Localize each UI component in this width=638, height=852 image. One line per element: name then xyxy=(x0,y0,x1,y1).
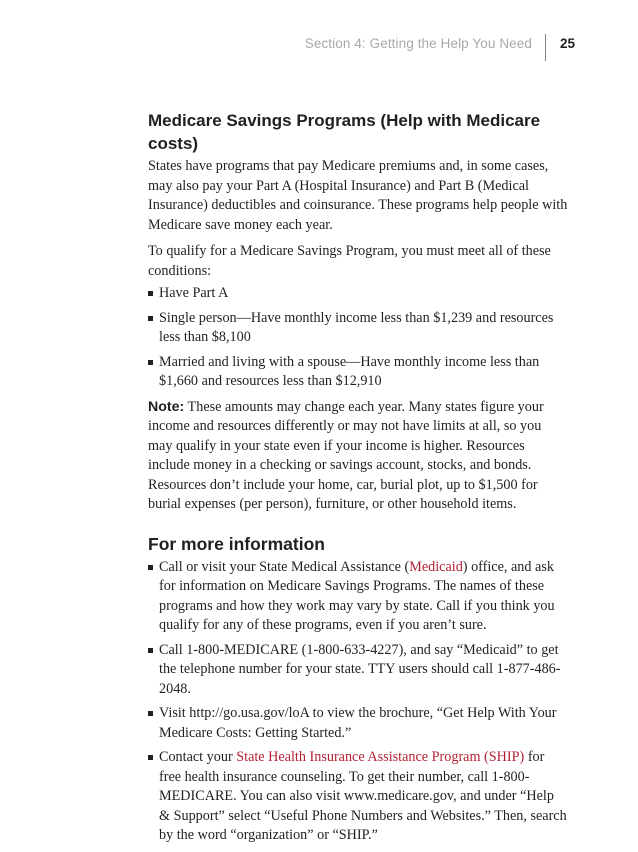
conditions-list xyxy=(148,284,568,392)
ship-link[interactable]: State Health Insurance Assistance Program (SHIP) xyxy=(236,749,525,765)
page-content xyxy=(148,109,568,852)
bullet-icon xyxy=(148,648,153,653)
condition-item: Married and living with a spouse—Have monthly income less than $1,660 and resources less than $12,910 xyxy=(148,353,568,392)
medicaid-link[interactable]: Medicaid xyxy=(409,558,463,575)
note-paragraph xyxy=(148,398,568,515)
bullet-icon xyxy=(148,291,153,296)
page-number: 25 xyxy=(560,36,576,51)
info-item: Visit http://go.usa.gov/loA to view the brochure, “Get Help With Your Medicare Costs: Getting Started.” xyxy=(148,704,568,743)
bullet-icon xyxy=(148,565,153,570)
section-title: Section 4: Getting the Help You Need xyxy=(304,36,532,51)
info-item: Contact your State Health Insurance Assistance Program (SHIP) for free health insurance counseling. To get their number, call 1-800-MEDICARE. You can also visit www.medicare.gov, and under “Help & Support” select “Useful Phone Numbers and Websites.” Then, search by the word “organization” or “SHIP.” xyxy=(148,748,568,846)
more-info-heading: For more information xyxy=(148,533,325,554)
bullet-icon xyxy=(148,711,153,716)
qualify-text: To qualify for a Medicare Savings Program, you must meet all of these conditions: xyxy=(148,243,551,279)
header-divider xyxy=(545,34,546,61)
info-item: Call 1-800-MEDICARE (1-800-633-4227), and say “Medicaid” to get the telephone number for your state. TTY users should call 1-877-486-2048. xyxy=(148,641,568,700)
more-info-list xyxy=(148,558,568,846)
bullet-icon xyxy=(148,360,153,365)
page-header xyxy=(0,34,638,64)
note-text: These amounts may change each year. Many states figure your income and resources differently or may not have limits at all, so you may qualify in your state even if your income is higher. Resources include money in a checking or savings account, stocks, and bonds. Resources don’t include your home, car, burial plot, up to $1,500 for burial expenses (per person), furniture, or other household items. xyxy=(148,398,544,512)
bullet-icon xyxy=(148,316,153,321)
bullet-icon xyxy=(148,755,153,760)
condition-item: Single person—Have monthly income less than $1,239 and resources less than $8,100 xyxy=(148,309,568,348)
note-label: Note: xyxy=(148,398,185,415)
savings-intro: States have programs that pay Medicare premiums and, in some cases, may also pay your Part A (Hospital Insurance) and Part B (Medical Insurance) deductibles and coinsurance. These programs help people with Medicare save money each year. xyxy=(148,158,568,233)
condition-item: Have Part A xyxy=(148,284,568,304)
savings-heading: Medicare Savings Programs (Help with Medicare costs) xyxy=(148,111,541,153)
info-item: Call or visit your State Medical Assistance (Medicaid) office, and ask for information on Medicare Savings Programs. The names of these programs and how they work may vary by state. Call if you think you qualify for any of these programs, even if you aren’t sure. xyxy=(148,558,568,636)
